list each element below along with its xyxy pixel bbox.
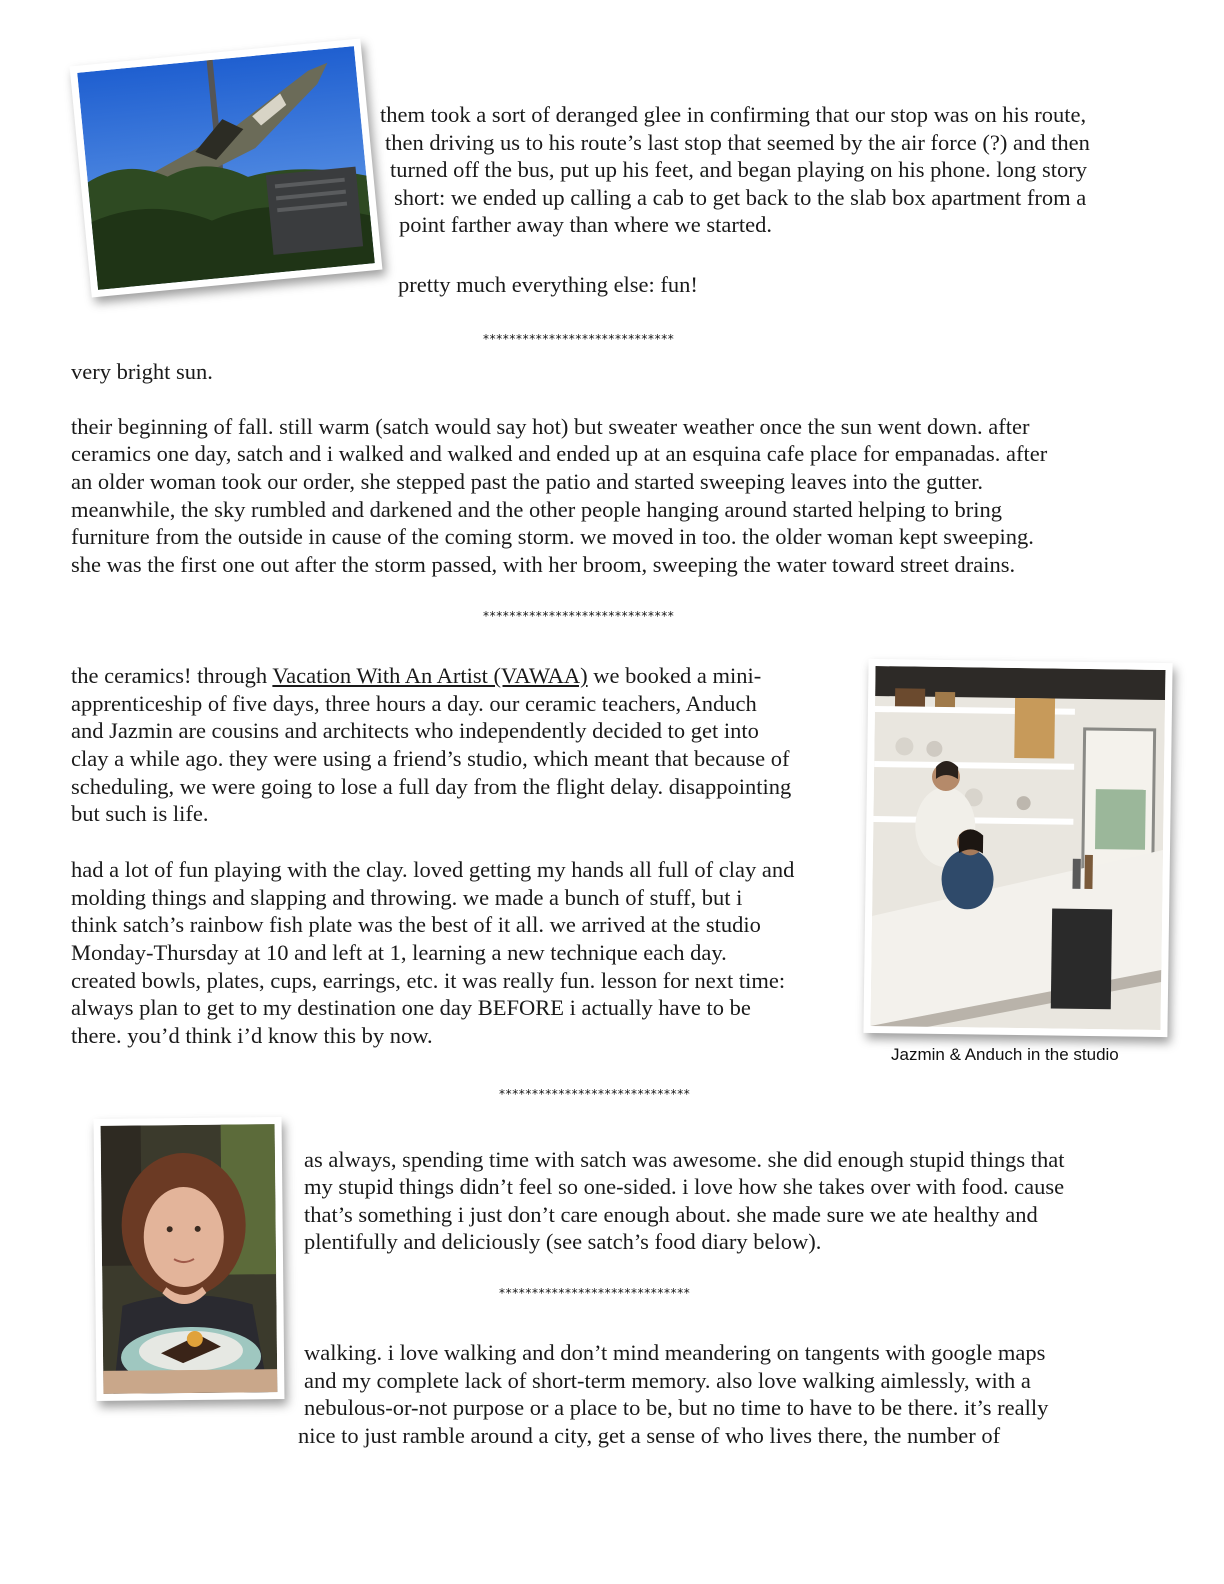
jet-monument-photo	[70, 39, 383, 298]
ceramics-intro-text: the ceramics! through	[71, 663, 273, 688]
studio-photo-caption: Jazmin & Anduch in the studio	[891, 1045, 1119, 1064]
walking-paragraph-line: nice to just ramble around a city, get a sense of who lives there, the number of	[298, 1423, 1001, 1448]
section-separator: *****************************	[499, 1087, 691, 1101]
ceramics-paragraph-line: but such is life.	[71, 801, 209, 826]
sun-paragraph-line: an older woman took our order, she stepped past the patio and started sweeping leaves into the gutter.	[71, 469, 983, 494]
sun-paragraph-line: their beginning of fall. still warm (satch would say hot) but sweater weather once the sun went down. after	[71, 414, 1030, 439]
section-separator: *****************************	[483, 332, 675, 346]
top-paragraph-line: short: we ended up calling a cab to get back to the slab box apartment from a	[394, 185, 1087, 210]
top-closing-line: pretty much everything else: fun!	[398, 272, 698, 297]
ceramics-intro-text-continued: we booked a mini-	[587, 663, 762, 688]
ceramics-paragraph-line: clay a while ago. they were using a friend’s studio, which meant that because of	[71, 746, 790, 771]
top-paragraph-line: turned off the bus, put up his feet, and began playing on his phone. long story	[390, 157, 1087, 182]
walking-paragraph-line: and my complete lack of short-term memory. also love walking aimlessly, with a	[304, 1368, 1031, 1393]
vawaa-link[interactable]: Vacation With An Artist (VAWAA)	[272, 663, 588, 688]
section-separator: *****************************	[483, 609, 675, 623]
satch-paragraph-line: plentifully and deliciously (see satch’s food diary below).	[304, 1229, 822, 1254]
ceramics-paragraph-line: created bowls, plates, cups, earrings, etc. it was really fun. lesson for next time:	[71, 968, 786, 993]
ceramics-paragraph-line: scheduling, we were going to lose a full day from the flight delay. disappointing	[71, 774, 792, 799]
sun-paragraph-line: ceramics one day, satch and i walked and walked and ended up at an esquina cafe place for empanadas. after	[71, 441, 1048, 466]
ceramics-first-line	[71, 662, 761, 690]
ceramics-paragraph-line: Monday-Thursday at 10 and left at 1, learning a new technique each day.	[71, 940, 727, 965]
satch-paragraph-line: that’s something i just don’t care enough about. she made sure we ate healthy and	[304, 1202, 1038, 1227]
ceramics-paragraph-line: had a lot of fun playing with the clay. loved getting my hands all full of clay and	[71, 857, 795, 882]
sun-paragraph-line: she was the first one out after the storm passed, with her broom, sweeping the water toward street drains.	[71, 552, 1016, 577]
section-heading: very bright sun.	[71, 359, 213, 384]
ceramics-paragraph-line: molding things and slapping and throwing. we made a bunch of stuff, but i	[71, 885, 743, 910]
top-paragraph-line: point farther away than where we started.	[399, 212, 772, 237]
ceramics-paragraph-line: think satch’s rainbow fish plate was the best of it all. we arrived at the studio	[71, 912, 761, 937]
walking-paragraph-line: walking. i love walking and don’t mind meandering on tangents with google maps	[304, 1340, 1046, 1365]
sun-paragraph-line: furniture from the outside in cause of the coming storm. we moved in too. the older woman kept sweeping.	[71, 524, 1034, 549]
top-paragraph-line: them took a sort of deranged glee in confirming that our stop was on his route,	[380, 102, 1087, 127]
top-paragraph-line: then driving us to his route’s last stop that seemed by the air force (?) and then	[385, 130, 1090, 155]
ceramics-paragraph-line: and Jazmin are cousins and architects who independently decided to get into	[71, 718, 759, 743]
section-separator: *****************************	[499, 1286, 691, 1300]
satch-paragraph-line: my stupid things didn’t feel so one-sided. i love how she takes over with food. cause	[304, 1174, 1065, 1199]
satch-paragraph-line: as always, spending time with satch was awesome. she did enough stupid things that	[304, 1147, 1065, 1172]
ceramics-paragraph-line: there. you’d think i’d know this by now.	[71, 1023, 433, 1048]
studio-photo	[863, 659, 1172, 1037]
walking-paragraph-line: nebulous-or-not purpose or a place to be, but no time to have to be there. it’s really	[304, 1395, 1049, 1420]
ceramics-paragraph-line: apprenticeship of five days, three hours a day. our ceramic teachers, Anduch	[71, 691, 757, 716]
sun-paragraph-line: meanwhile, the sky rumbled and darkened and the other people hanging around started helping to bring	[71, 497, 1002, 522]
ceramics-paragraph-line: always plan to get to my destination one day BEFORE i actually have to be	[71, 995, 751, 1020]
portrait-photo	[94, 1117, 285, 1401]
